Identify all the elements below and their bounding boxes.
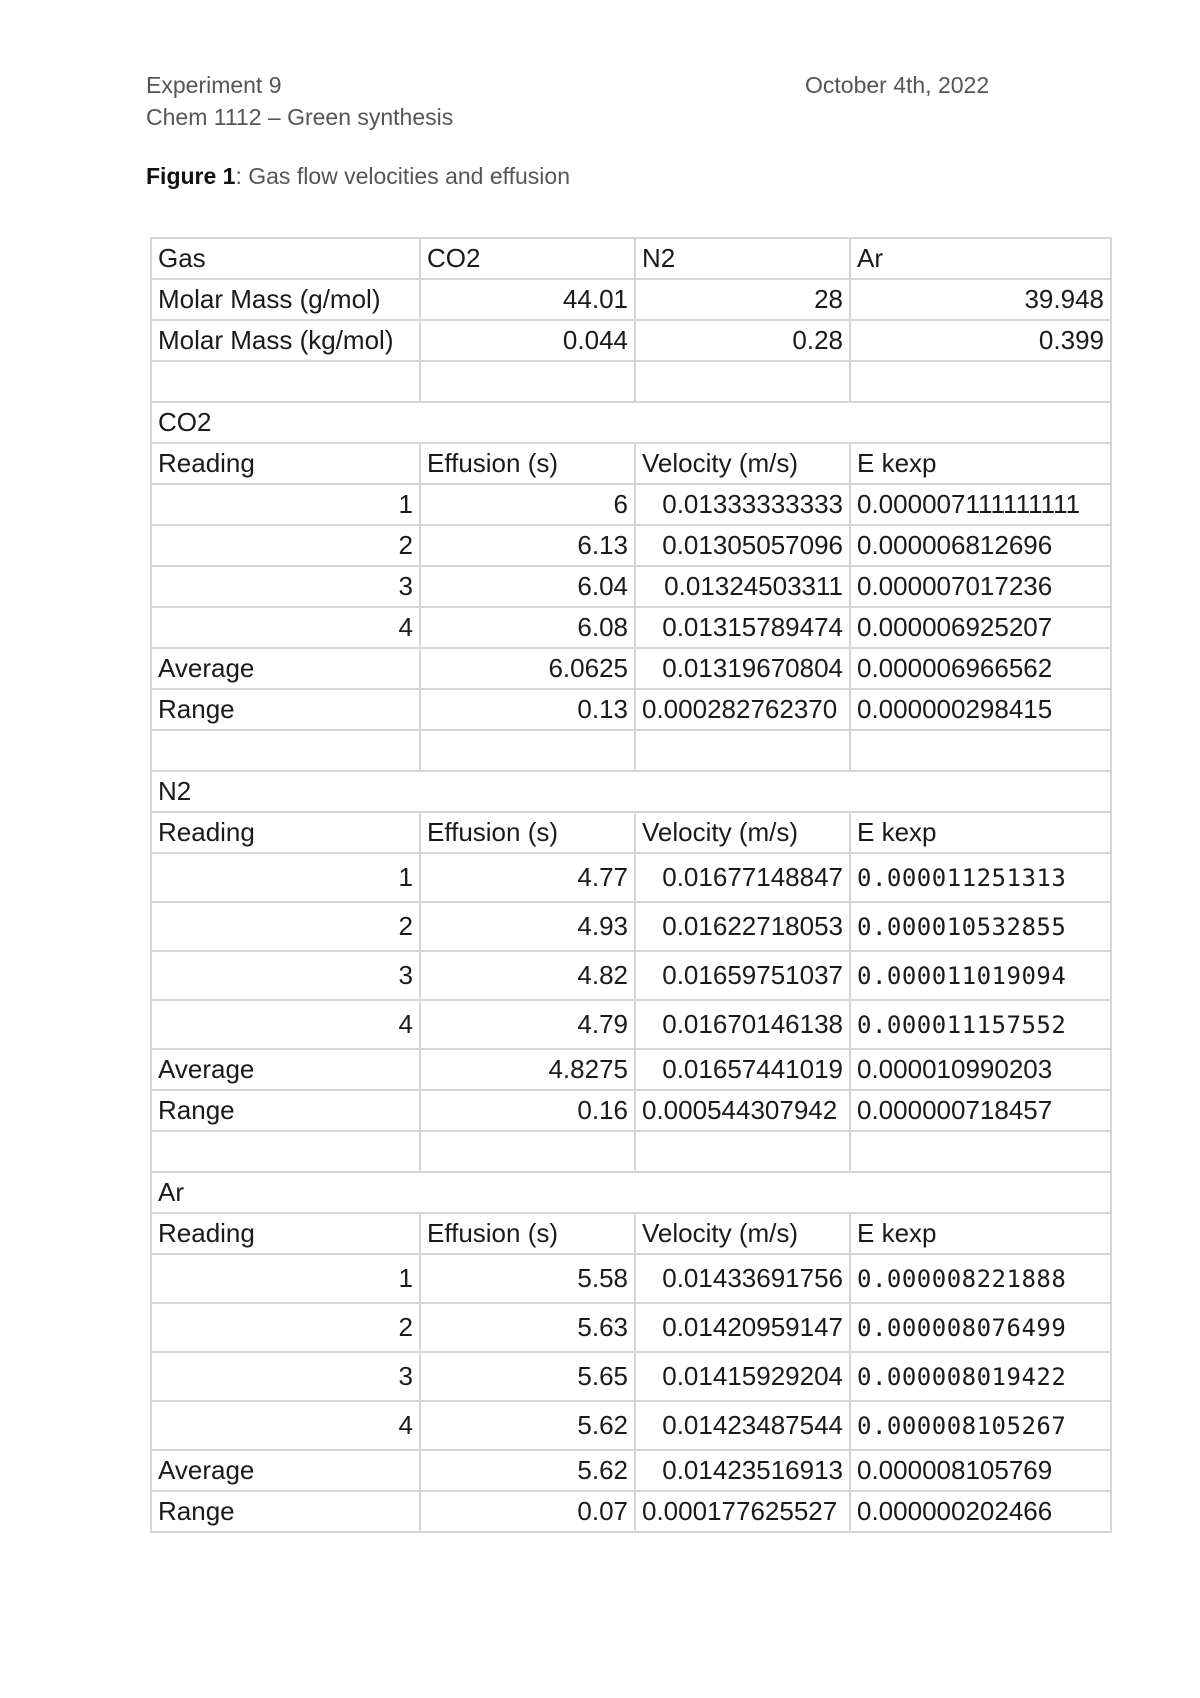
table-cell: 6.13: [420, 525, 635, 566]
table-cell: 6.04: [420, 566, 635, 607]
table-cell: 4: [151, 1000, 420, 1049]
table-cell: 3: [151, 566, 420, 607]
table-cell: Range: [151, 689, 420, 730]
section-title-row: [151, 402, 1111, 443]
table-row: [151, 525, 1111, 566]
table-cell: 4.8275: [420, 1049, 635, 1090]
table-cell: 0.01305057096: [635, 525, 850, 566]
column-header: Velocity (m/s): [635, 812, 850, 853]
table-cell: 0.01420959147: [635, 1303, 850, 1352]
table-cell: 0.01315789474: [635, 607, 850, 648]
table-cell: 0.01415929204: [635, 1352, 850, 1401]
table-cell: 0.13: [420, 689, 635, 730]
table-cell: 0.000000202466: [850, 1491, 1111, 1532]
section-title: Ar: [151, 1172, 1111, 1213]
table-cell: 0.01319670804: [635, 648, 850, 689]
column-header: Velocity (m/s): [635, 443, 850, 484]
section-header-row: [151, 812, 1111, 853]
table-row: [151, 238, 1111, 279]
table-cell: 0.000008076499: [850, 1303, 1111, 1352]
table-cell: 4.79: [420, 1000, 635, 1049]
table-cell: 2: [151, 902, 420, 951]
column-header: E kexp: [850, 812, 1111, 853]
table-cell: 0.000008105267: [850, 1401, 1111, 1450]
table-cell: 0.01433691756: [635, 1254, 850, 1303]
table-cell: 0.000282762370: [635, 689, 850, 730]
table-cell: 0.000007017236: [850, 566, 1111, 607]
table-cell: 0.16: [420, 1090, 635, 1131]
table-cell: 4.93: [420, 902, 635, 951]
average-row: [151, 1049, 1111, 1090]
range-row: [151, 1090, 1111, 1131]
table-cell: 6.08: [420, 607, 635, 648]
table-cell: Range: [151, 1090, 420, 1131]
table-cell: 0.01333333333: [635, 484, 850, 525]
table-cell: 28: [635, 279, 850, 320]
column-header: E kexp: [850, 443, 1111, 484]
range-row: [151, 689, 1111, 730]
table-cell: 0.01657441019: [635, 1049, 850, 1090]
table-row: [151, 607, 1111, 648]
table-row: [151, 951, 1111, 1000]
table-cell: 0.000008105769: [850, 1450, 1111, 1491]
table-cell: 6: [420, 484, 635, 525]
table-cell: Ar: [850, 238, 1111, 279]
empty-row: [151, 730, 1111, 771]
range-row: [151, 1491, 1111, 1532]
section-header-row: [151, 1213, 1111, 1254]
table-cell: 0.000011251313: [850, 853, 1111, 902]
course-title: Chem 1112 – Green synthesis: [146, 104, 454, 130]
section-title: CO2: [151, 402, 1111, 443]
table-cell: 6.0625: [420, 648, 635, 689]
table-cell: Molar Mass (kg/mol): [151, 320, 420, 361]
table-cell: 4: [151, 607, 420, 648]
table-cell: Gas: [151, 238, 420, 279]
table-cell: 1: [151, 484, 420, 525]
figure-caption: [146, 163, 570, 190]
table-row: [151, 484, 1111, 525]
table-cell: 44.01: [420, 279, 635, 320]
table-cell: 2: [151, 525, 420, 566]
figure-caption-text: : Gas flow velocities and effusion: [235, 163, 571, 189]
table-row: [151, 853, 1111, 902]
column-header: Reading: [151, 812, 420, 853]
column-header: Reading: [151, 1213, 420, 1254]
empty-row: [151, 1131, 1111, 1172]
table-cell: 0.000008221888: [850, 1254, 1111, 1303]
column-header: Effusion (s): [420, 1213, 635, 1254]
table-row: [151, 1303, 1111, 1352]
table-cell: 5.62: [420, 1401, 635, 1450]
column-header: Reading: [151, 443, 420, 484]
table-cell: Range: [151, 1491, 420, 1532]
table-row: [151, 566, 1111, 607]
empty-row: [151, 361, 1111, 402]
table-cell: 0.01324503311: [635, 566, 850, 607]
table-cell: 0.01423487544: [635, 1401, 850, 1450]
table-cell: Molar Mass (g/mol): [151, 279, 420, 320]
experiment-title: Experiment 9: [146, 72, 282, 98]
table-cell: 1: [151, 1254, 420, 1303]
table-cell: 0.28: [635, 320, 850, 361]
column-header: E kexp: [850, 1213, 1111, 1254]
table-cell: 0.000010990203: [850, 1049, 1111, 1090]
table-row: [151, 1352, 1111, 1401]
table-cell: 4.77: [420, 853, 635, 902]
table-cell: 0.399: [850, 320, 1111, 361]
table-row: [151, 1000, 1111, 1049]
table-cell: 0.000006966562: [850, 648, 1111, 689]
table-cell: 0.000000298415: [850, 689, 1111, 730]
table-row: [151, 1254, 1111, 1303]
table-cell: 4: [151, 1401, 420, 1450]
table-cell: 0.000000718457: [850, 1090, 1111, 1131]
table-cell: 0.000006812696: [850, 525, 1111, 566]
section-title: N2: [151, 771, 1111, 812]
table-cell: 0.000007111111111: [850, 484, 1111, 525]
section-header-row: [151, 443, 1111, 484]
table-cell: 5.62: [420, 1450, 635, 1491]
table-cell: 0.01423516913: [635, 1450, 850, 1491]
table-cell: 0.000008019422: [850, 1352, 1111, 1401]
table-cell: 2: [151, 1303, 420, 1352]
data-table: [150, 237, 1112, 1533]
table-cell: 39.948: [850, 279, 1111, 320]
column-header: Velocity (m/s): [635, 1213, 850, 1254]
table-cell: 5.58: [420, 1254, 635, 1303]
table-cell: 0.000010532855: [850, 902, 1111, 951]
figure-label: Figure 1: [146, 163, 236, 189]
table-cell: Average: [151, 1049, 420, 1090]
column-header: Effusion (s): [420, 443, 635, 484]
data-table-sheet: [150, 237, 1104, 1627]
column-header: Effusion (s): [420, 812, 635, 853]
section-title-row: [151, 1172, 1111, 1213]
table-cell: CO2: [420, 238, 635, 279]
table-cell: 0.01659751037: [635, 951, 850, 1000]
table-cell: 5.65: [420, 1352, 635, 1401]
table-cell: 0.000011157552: [850, 1000, 1111, 1049]
table-cell: 3: [151, 951, 420, 1000]
table-cell: N2: [635, 238, 850, 279]
table-cell: 0.044: [420, 320, 635, 361]
table-cell: 0.000544307942: [635, 1090, 850, 1131]
table-cell: 0.000011019094: [850, 951, 1111, 1000]
table-cell: 4.82: [420, 951, 635, 1000]
table-cell: Average: [151, 648, 420, 689]
table-cell: Average: [151, 1450, 420, 1491]
table-cell: 0.000006925207: [850, 607, 1111, 648]
table-cell: 0.01622718053: [635, 902, 850, 951]
table-row: [151, 279, 1111, 320]
table-row: [151, 1401, 1111, 1450]
table-cell: 5.63: [420, 1303, 635, 1352]
table-cell: 0.01670146138: [635, 1000, 850, 1049]
table-cell: 0.000177625527: [635, 1491, 850, 1532]
table-row: [151, 902, 1111, 951]
date: October 4th, 2022: [805, 72, 990, 98]
average-row: [151, 648, 1111, 689]
table-cell: 3: [151, 1352, 420, 1401]
average-row: [151, 1450, 1111, 1491]
section-title-row: [151, 771, 1111, 812]
table-cell: 0.07: [420, 1491, 635, 1532]
table-cell: 1: [151, 853, 420, 902]
table-row: [151, 320, 1111, 361]
table-cell: 0.01677148847: [635, 853, 850, 902]
